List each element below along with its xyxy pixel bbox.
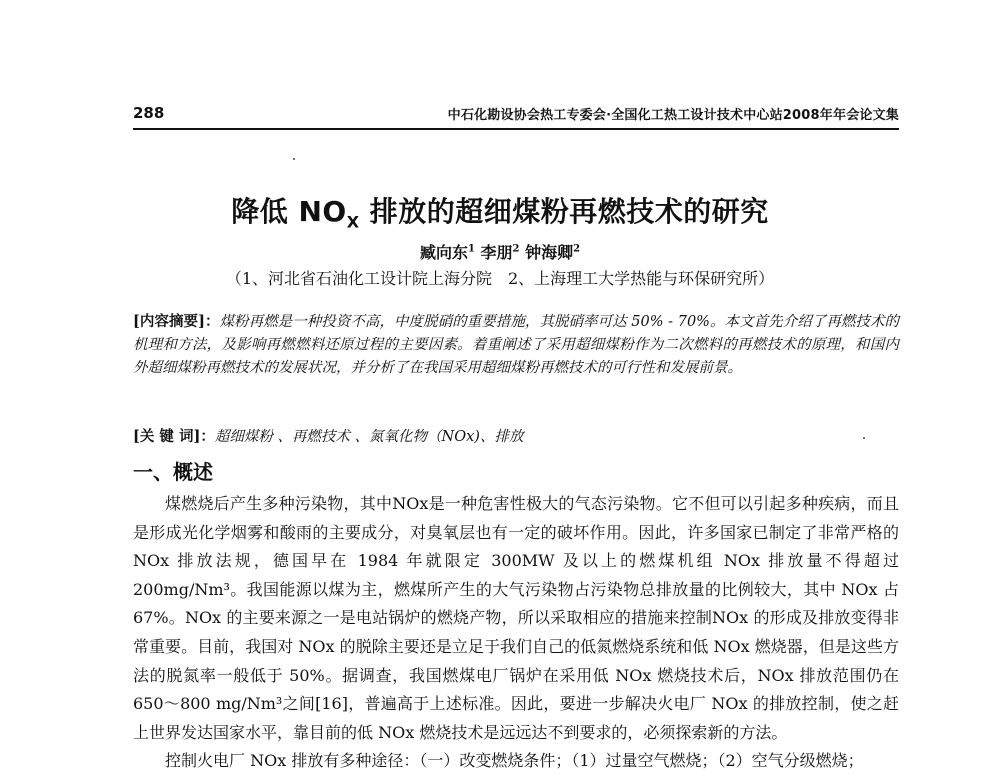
keywords-text: 超细煤粉 、再燃技术 、氮氧化物（NOx)、排放 <box>214 429 524 445</box>
author-name: 臧向东 <box>419 243 468 262</box>
author-name: 钟海卿 <box>525 243 574 262</box>
title-part: 排放的超细煤粉再燃技术的研究 <box>359 195 769 228</box>
author-affil-mark: 2 <box>573 243 581 255</box>
abstract <box>133 310 899 380</box>
body-text <box>133 490 899 776</box>
scan-speck <box>293 158 295 160</box>
journal-title: 中石化勘设协会热工专委会·全国化工热工设计技术中心站2008年年会论文集 <box>447 108 899 123</box>
title-part: 降低 NO <box>231 195 347 228</box>
paper-title <box>0 190 1000 232</box>
running-header <box>133 104 899 128</box>
keywords-label: [关 键 词]： <box>133 428 215 445</box>
title-subscript: X <box>346 212 360 232</box>
header-rule <box>133 128 899 130</box>
author-list <box>0 240 1000 263</box>
author-affil-mark: 2 <box>512 243 520 255</box>
paragraph: 煤燃烧后产生多种污染物，其中NOx是一种危害性极大的气态污染物。它不但可以引起多种疾病，而且是形成光化学烟雾和酸雨的主要成分，对臭氧层也有一定的破坏作用。因此，许多国家已制定了非常严格的 NOx 排放法规，德国早在 1984 年就限定 300MW 及以上的燃煤机组 NOx 排放量不得超过 200mg/Nm³。我国能源以煤为主，燃煤所产生的大气污染物占污染物总排放量的比例较大，其中 NOx 占 67%。NOx 的主要来源之一是电站锅炉的燃烧产物，所以采取相应的措施来控制NOx 的形成及排放变得非常重要。目前，我国对 NOx 的脱除主要还是立足于我们自己的低氮燃烧系统和低 NOx 燃烧器，但是这些方法的脱氮率一般低于 50%。据调查，我国燃煤电厂锅炉在采用低 NOx 燃烧技术后，NOx 排放范围仍在 650～800 mg/Nm³之间[16]，普遍高于上述标准。因此，要进一步解决火电厂 NOx 的排放控制，使之赶上世界发达国家水平，靠目前的低 NOx 燃烧技术是远远达不到要求的，必须探索新的方法。 <box>133 494 899 742</box>
abstract-label: [内容摘要]： <box>133 313 220 330</box>
abstract-text: 煤粉再燃是一种投资不高，中度脱硝的重要措施，其脱硝率可达 50% - 70%。本文首先介绍了再燃技术的机理和方法，及影响再燃燃料还原过程的主要因素。着重阐述了采用超细煤粉作为二次燃料的再燃技术的原理，和国内外超细煤粉再燃技术的发展状况，并分析了在我国采用超细煤粉再燃技术的可行性和发展前景。 <box>133 314 899 376</box>
keywords <box>133 425 899 449</box>
author-name: 李朋 <box>480 243 513 262</box>
paragraph: 控制火电厂 NOx 排放有多种途径：（一）改变燃烧条件；（1）过量空气燃烧；（2）空气分级燃烧； <box>165 751 864 771</box>
author-affil-mark: 1 <box>467 243 475 255</box>
page-number: 288 <box>133 104 165 122</box>
affiliation: （1、河北省石油化工设计院上海分院 2、上海理工大学热能与环保研究所） <box>225 269 775 288</box>
section-heading: 一、概述 <box>133 460 213 484</box>
